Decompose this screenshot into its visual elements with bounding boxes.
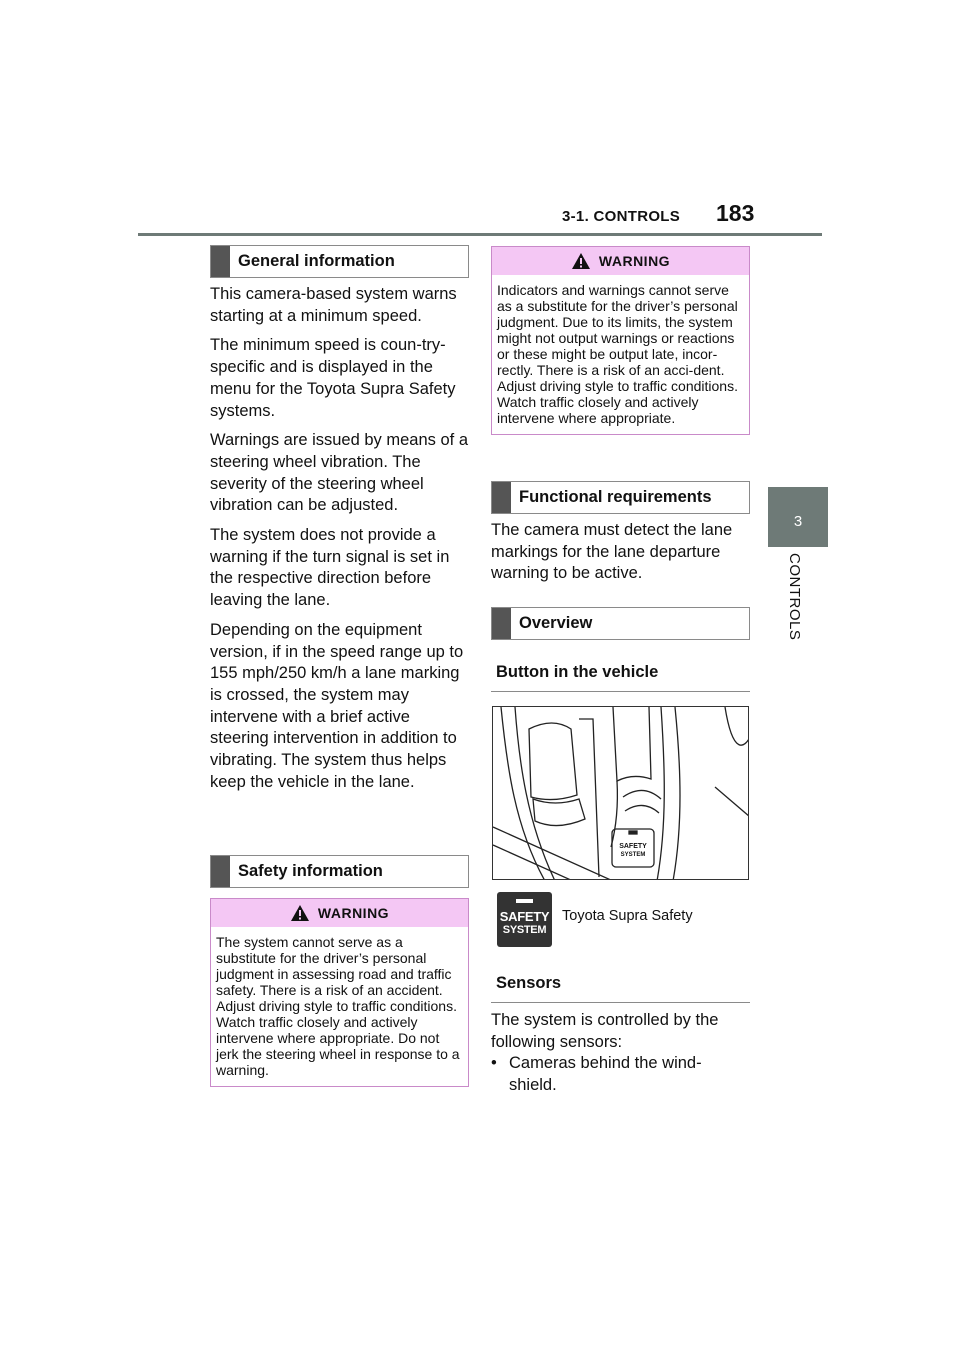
warning-box-left — [210, 898, 469, 1087]
header-section-title: 3-1. CONTROLS — [562, 208, 681, 225]
list-item: • Cameras behind the wind-shield. — [491, 1053, 749, 1096]
icon-label-line1: SAFETY — [499, 909, 550, 924]
warning-label: WARNING — [598, 253, 671, 269]
paragraph: Depending on the equipment version, if in the speed range up to 155 mph/250 km/h a lane marking is crossed, the system may intervene with a brief active steering intervention in addition to vibrating. The system thus helps keep the vehicle in the lane. — [210, 620, 464, 791]
paragraph: This camera-based system warns starting at a minimum speed. — [210, 285, 457, 325]
warning-header — [211, 899, 468, 927]
safety-system-button-icon — [497, 892, 552, 947]
general-information-body — [210, 284, 468, 801]
warning-box-right — [491, 246, 750, 435]
icon-indicator-bar — [516, 899, 533, 903]
button-in-vehicle-subheading: Button in the vehicle — [496, 663, 659, 681]
warning-header — [492, 247, 749, 275]
center-console-drawing — [493, 707, 749, 880]
header-rule — [138, 233, 822, 236]
warning-text: The system cannot serve as a substitute for the driver’s personal judgment in assessing road and traffic safety. There is a risk of an accident. Adjust driving style to traffic conditions. Watch traffic closely and actively intervene where appropriate. Do not jerk the steering wheel in response to a warning. — [216, 934, 460, 1078]
icon-label-line2: SYSTEM — [502, 924, 547, 936]
safety-information-heading: Safety information — [210, 855, 469, 888]
icon-caption: Toyota Supra Safety — [562, 908, 693, 924]
heading-bar — [211, 246, 230, 277]
subheading-rule — [491, 691, 750, 692]
paragraph: The minimum speed is coun-try-specific and is displayed in the menu for the Toyota Supra Safety systems. — [210, 336, 456, 420]
overview-heading: Overview — [491, 607, 750, 640]
sensors-text: The system is controlled by the following sensors: — [491, 1011, 719, 1051]
warning-triangle-icon — [290, 904, 310, 922]
functional-requirements-heading: Functional requirements — [491, 481, 750, 514]
sensors-body — [491, 1010, 749, 1097]
illustration-button-label: SAFETY — [619, 843, 647, 850]
heading-bar — [211, 856, 230, 887]
chapter-tab-label: CONTROLS — [786, 553, 803, 641]
paragraph: Warnings are issued by means of a steering wheel vibration. The severity of the steering wheel vibration can be adjusted. — [210, 431, 469, 515]
subheading-rule — [491, 1002, 750, 1003]
warning-text: Indicators and warnings cannot serve as a substitute for the driver’s personal judgment. Due to its limits, the system might not output warnings or reactions or these might be output late, incor-rectly. There is a risk of an acci-dent. Adjust driving style to traffic conditions. Watch traffic closely and actively intervene where appropriate. — [497, 282, 738, 426]
heading-bar — [492, 608, 511, 639]
general-information-heading: General information — [210, 245, 469, 278]
center-console-illustration — [492, 706, 749, 880]
warning-triangle-icon — [571, 252, 591, 270]
heading-bar — [492, 482, 511, 513]
illustration-button-label: SYSTEM — [620, 852, 646, 858]
page-number: 183 — [716, 200, 755, 226]
functional-requirements-text: The camera must detect the lane markings for the lane departure warning to be active. — [491, 521, 733, 583]
chapter-tab: 3 — [768, 487, 828, 547]
warning-label: WARNING — [317, 905, 390, 921]
paragraph: The system does not provide a warning if the turn signal is set in the respective direction before leaving the lane. — [210, 526, 450, 610]
sensors-subheading: Sensors — [496, 974, 562, 992]
bullet-glyph: • — [491, 1054, 497, 1073]
